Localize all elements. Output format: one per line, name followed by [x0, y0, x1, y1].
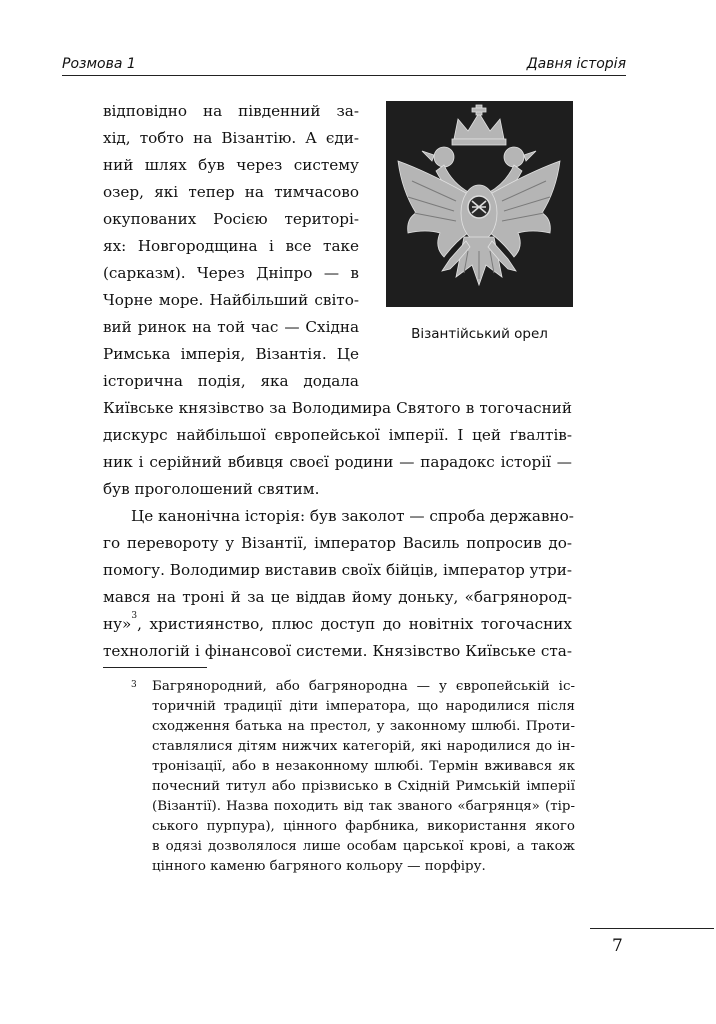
body-line: мався на троні й за це віддав йому доньку, «багрянород- [103, 588, 572, 606]
footnote-mark: 3 [131, 680, 137, 690]
byzantine-eagle-figure [386, 101, 573, 307]
body-line: хід, тобто на Візантію. А єди- [103, 129, 359, 147]
body-line: технологій і фінансової системи. Князівство Київське ста- [103, 642, 572, 660]
running-head [62, 56, 626, 76]
footnote-line: цінного каменю багряного кольору — порфіру. [152, 859, 486, 874]
body-line: ний шлях був через систему [103, 156, 359, 174]
footnote-line: в одязі дозволялося лише особам царської крові, а також [152, 839, 575, 854]
body-line: ник і серійний вбивця своєї родини — парадокс історії — [103, 453, 572, 471]
footnote-line: (Візантії). Назва походить від так званого «багрянця» (тір- [152, 799, 575, 814]
body-line: Це канонічна історія: був заколот — спроба державно- [131, 507, 574, 525]
body-line: помогу. Володимир виставив своїх бійців, імператор утри- [103, 561, 572, 579]
body-line: го перевороту у Візантії, імператор Василь попросив до- [103, 534, 572, 552]
body-line: озер, які тепер на тимчасово [103, 183, 359, 201]
footnote-line: ставлялися дітям нижчих категорій, які народилися до ін- [152, 739, 575, 754]
body-line: окупованих Росією територі- [103, 210, 359, 228]
footnote-line: ського пурпура), цінного фарбника, використання якого [152, 819, 575, 834]
body-line: Київське князівство за Володимира Святого в тогочасний [103, 399, 572, 417]
body-line-with-footnote-ref [103, 611, 572, 634]
footnote-line: сходження батька на престол, у законному шлюбі. Проти- [152, 719, 575, 734]
header-rule [62, 75, 626, 76]
page-number: 7 [612, 936, 623, 956]
footnote-line: торичній традиції діти імператора, що народилися після [152, 699, 575, 714]
body-line: Чорне море. Найбільший світо- [103, 291, 359, 309]
body-line: (сарказм). Через Дніпро — в [103, 264, 359, 282]
footnote-rule [103, 667, 207, 668]
body-line: історична подія, яка додала [103, 372, 359, 390]
body-line: дискурс найбільшої європейської імперії. І цей ґвалтів- [103, 426, 572, 444]
running-head-chapter: Розмова 1 [62, 56, 136, 72]
body-line: був проголошений святим. [103, 480, 320, 498]
running-head-section: Давня історія [526, 56, 626, 72]
byzantine-eagle-icon [386, 101, 573, 307]
body-line: ях: Новгородщина і все таке [103, 237, 359, 255]
footnote-line: тронізації, або в незаконному шлюбі. Термін вживався як [152, 759, 575, 774]
footnote-line: почесний титул або прізвисько в Східній Римській імперії [152, 779, 575, 794]
footnote-line: Багрянородний, або багрянородна — у європейській іс- [152, 679, 575, 694]
footer-rule [590, 928, 714, 929]
figure-caption: Візантійський орел [411, 326, 548, 342]
body-line-start: ну» [103, 615, 132, 633]
body-line-rest: , християнство, плюс доступ до новітніх тогочасних [137, 615, 572, 633]
footnote-ref[interactable]: 3 [131, 611, 138, 621]
body-line: вий ринок на той час — Східна [103, 318, 359, 336]
body-line: Римська імперія, Візантія. Це [103, 345, 359, 363]
body-line: відповідно на південний за- [103, 102, 359, 120]
